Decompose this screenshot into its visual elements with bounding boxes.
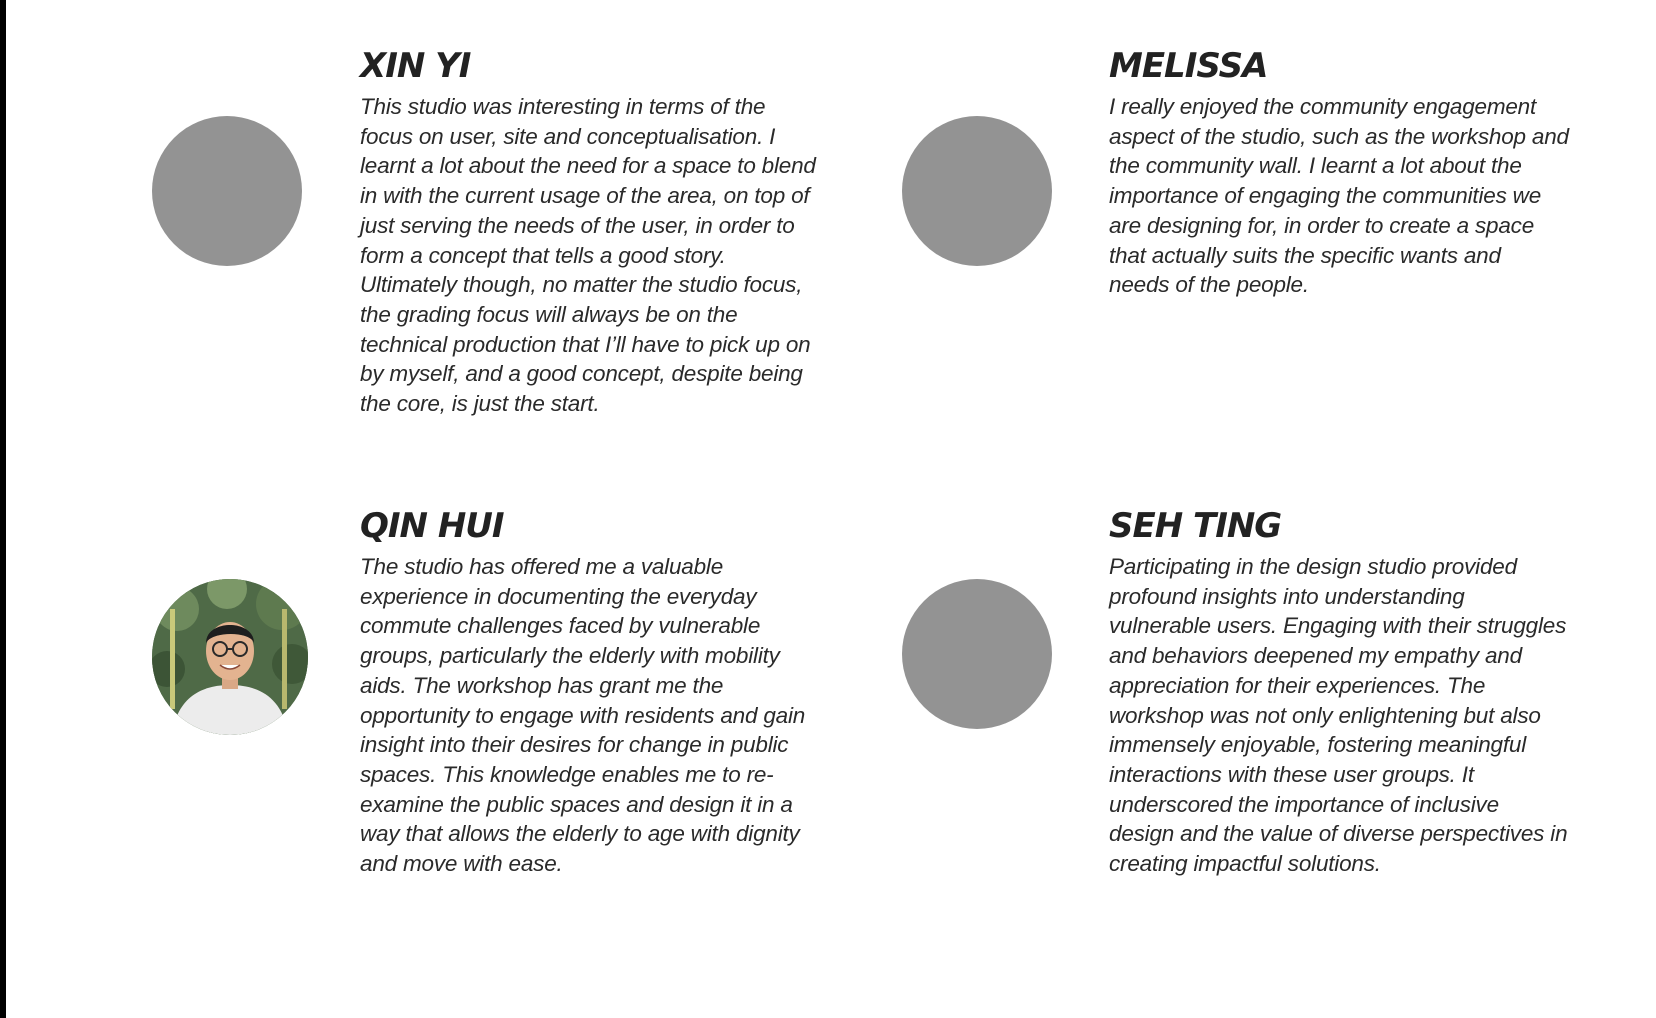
quote-line: needs of the people. bbox=[1109, 272, 1309, 298]
quote-line: vulnerable users. Engaging with their struggles bbox=[1109, 613, 1567, 639]
quote-line: Ultimately though, no matter the studio focus, bbox=[360, 272, 803, 298]
quote-line: interactions with these user groups. It bbox=[1109, 761, 1474, 787]
quote-line: aspect of the studio, such as the workshop and bbox=[1109, 123, 1569, 149]
quote-line: This studio was interesting in terms of the bbox=[360, 94, 766, 119]
quote-line: and move with ease. bbox=[360, 851, 563, 877]
quote-line: in with the current usage of the area, on top of bbox=[360, 183, 810, 209]
quote-line: by myself, and a good concept, despite being bbox=[360, 361, 803, 387]
testimonial-quote bbox=[1109, 552, 1567, 879]
quote-line: the grading focus will always be on the bbox=[360, 301, 738, 327]
quote-line: just serving the needs of the user, in order to bbox=[360, 212, 795, 238]
quote-line: insight into their desires for change in public bbox=[360, 732, 789, 758]
person-name: XIN YI bbox=[360, 46, 471, 86]
quote-line: immensely enjoyable, fostering meaningful bbox=[1109, 732, 1527, 758]
quote-line: form a concept that tells a good story. bbox=[360, 242, 726, 268]
quote-line: opportunity to engage with residents and gain bbox=[360, 702, 806, 728]
quote-line: the core, is just the start. bbox=[360, 391, 600, 417]
quote-line: creating impactful solutions. bbox=[1109, 851, 1381, 877]
testimonial-quote bbox=[360, 92, 816, 419]
quote-line: commute challenges faced by vulnerable bbox=[360, 613, 761, 639]
quote-line: and behaviors deepened my empathy and bbox=[1109, 643, 1522, 669]
person-name: QIN HUI bbox=[360, 506, 504, 546]
avatar-placeholder bbox=[152, 116, 302, 266]
avatar-placeholder bbox=[902, 579, 1052, 729]
quote-line: examine the public spaces and design it in a bbox=[360, 791, 793, 817]
quote-line: focus on user, site and conceptualisation. I bbox=[360, 123, 776, 149]
testimonial-quote bbox=[1109, 92, 1569, 300]
quote-line: underscored the importance of inclusive bbox=[1109, 791, 1499, 817]
quote-line: are designing for, in order to create a space bbox=[1109, 212, 1535, 238]
person-name: MELISSA bbox=[1109, 46, 1268, 86]
avatar-photo bbox=[152, 579, 308, 735]
quote-line: I really enjoyed the community engagement bbox=[1109, 94, 1537, 119]
quote-line: way that allows the elderly to age with dignity bbox=[360, 821, 800, 847]
quote-line: The studio has offered me a valuable bbox=[360, 554, 724, 579]
quote-line: groups, particularly the elderly with mobility bbox=[360, 643, 780, 669]
quote-line: design and the value of diverse perspectives in bbox=[1109, 821, 1568, 847]
quote-line: experience in documenting the everyday bbox=[360, 583, 757, 609]
quote-line: aids. The workshop has grant me the bbox=[360, 672, 724, 698]
quote-line: that actually suits the specific wants and bbox=[1109, 242, 1501, 268]
testimonial-quote bbox=[360, 552, 805, 879]
quote-line: the community wall. I learnt a lot about the bbox=[1109, 153, 1522, 179]
quote-line: spaces. This knowledge enables me to re- bbox=[360, 761, 774, 787]
quote-line: profound insights into understanding bbox=[1109, 583, 1465, 609]
quote-line: learnt a lot about the need for a space to blend bbox=[360, 153, 816, 179]
quote-line: workshop was not only enlightening but also bbox=[1109, 702, 1541, 728]
quote-line: Participating in the design studio provided bbox=[1109, 554, 1517, 579]
portrait-photo-icon bbox=[152, 579, 308, 735]
person-name: SEH TING bbox=[1109, 506, 1282, 546]
avatar-placeholder bbox=[902, 116, 1052, 266]
left-edge-rule bbox=[0, 0, 6, 1018]
quote-line: importance of engaging the communities we bbox=[1109, 183, 1542, 209]
quote-line: technical production that I’ll have to pick up on bbox=[360, 331, 811, 357]
quote-line: appreciation for their experiences. The bbox=[1109, 672, 1486, 698]
